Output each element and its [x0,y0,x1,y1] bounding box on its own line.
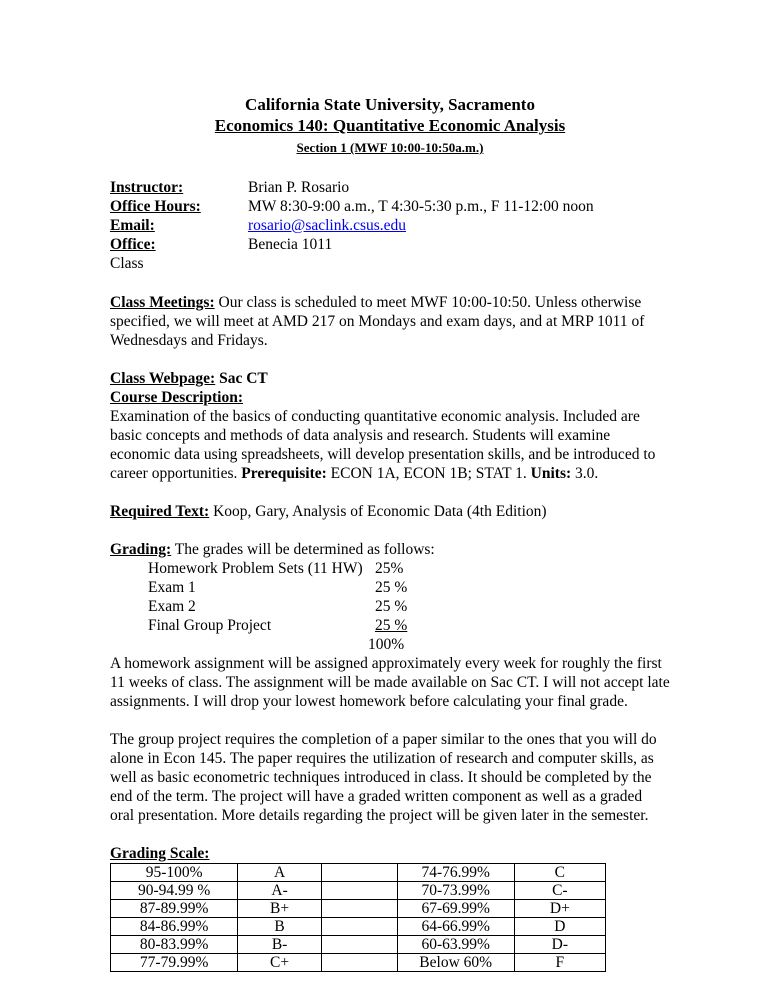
spacer-cell [321,936,397,954]
class-webpage-value: Sac CT [215,370,268,387]
required-text-section [110,502,670,521]
grade-cell: C- [514,882,605,900]
class-meetings-section [110,293,670,350]
grading-item-pct: 25% [375,560,404,577]
course-description-label: Course Description: [110,389,244,406]
section-title: Section 1 (MWF 10:00-10:50a.m.) [296,140,484,155]
grading-item-pct-text: 25 % [375,617,408,634]
range-cell: 67-69.99% [397,900,514,918]
range-cell: 60-63.99% [397,936,514,954]
grade-cell: F [514,954,605,972]
range-cell: 70-73.99% [397,882,514,900]
course-description-section [110,388,670,483]
grade-cell: D [514,918,605,936]
grading-intro: The grades will be determined as follows: [171,541,435,558]
spacer-cell [321,882,397,900]
table-row [111,936,606,954]
email-label: Email: [110,217,155,234]
grade-cell: A [238,864,322,882]
table-row [111,864,606,882]
table-row [111,900,606,918]
range-cell: 84-86.99% [111,918,238,936]
grading-scale-section [110,844,670,972]
spacer-cell [321,918,397,936]
instructor-label: Instructor: [110,179,184,196]
grading-item-name: Exam 2 [148,598,196,615]
course-description-text: Examination of the basics of conducting quantitative economic analysis. Included are basic concepts and methods of data analysis and research. Students will examine economic data using spreadsheets, will develop presentation skills, and be introduced to career opportunities. [110,408,656,482]
course-title: Economics 140: Quantitative Economic Analysis [214,116,566,135]
range-cell: Below 60% [397,954,514,972]
range-cell: 95-100% [111,864,238,882]
prerequisite-text: ECON 1A, ECON 1B; STAT 1. [326,465,531,482]
range-cell: 87-89.99% [111,900,238,918]
info-values [248,178,670,273]
university-title: California State University, Sacramento [245,95,535,114]
grading-item-pct: 25 % [375,598,408,615]
grade-cell: D- [514,936,605,954]
office-label: Office: [110,236,156,253]
grade-cell: C [514,864,605,882]
office-value: Benecia 1011 [248,236,333,253]
syllabus-page [110,94,670,972]
grade-cell: B [238,918,322,936]
spacer-cell [321,900,397,918]
range-cell: 64-66.99% [397,918,514,936]
class-webpage-label: Class Webpage: [110,370,216,387]
grading-item [110,559,670,578]
grade-cell: D+ [514,900,605,918]
grading-scale-table [110,863,606,972]
units-text: 3.0. [571,465,599,482]
prerequisite-label: Prerequisite: [241,465,327,482]
range-cell: 77-79.99% [111,954,238,972]
office-hours-label: Office Hours: [110,198,201,215]
class-webpage-section [110,369,670,388]
grading-section [110,540,670,711]
range-cell: 90-94.99 % [111,882,238,900]
office-hours-value: MW 8:30-9:00 a.m., T 4:30-5:30 p.m., F 11-12:00 noon [248,198,594,215]
grading-item [110,578,670,597]
table-row [111,954,606,972]
spacer-cell [321,954,397,972]
grading-total: 100% [368,636,405,653]
homework-note: A homework assignment will be assigned approximately every week for roughly the first 11 weeks of class. The assignment will be made available on Sac CT. I will not accept late assignments. I will drop your lowest homework before calculating your final grade. [110,655,670,710]
grade-cell: B- [238,936,322,954]
grading-item-pct [375,616,435,635]
group-project-note: The group project requires the completion of a paper similar to the ones that you will do alone in Econ 145. The paper requires the utilization of research and computer skills, as well as basic econometric techniques introduced in class. It should be completed by the end of the term. The project will have a graded written component as well as a graded oral presentation. More details regarding the project will be given later in the semester. [110,731,657,824]
table-row [111,918,606,936]
grading-item [110,597,670,616]
grade-cell: A- [238,882,322,900]
range-cell: 74-76.99% [397,864,514,882]
spacer-cell [321,864,397,882]
grading-label: Grading: [110,541,172,558]
grading-item-name: Final Group Project [148,617,272,634]
instructor-info [110,178,670,273]
grade-cell: C+ [238,954,322,972]
info-labels [110,178,248,273]
instructor-name: Brian P. Rosario [248,179,350,196]
grading-item [110,616,670,635]
required-text-value: Koop, Gary, Analysis of Economic Data (4th Edition) [209,503,547,520]
grading-scale-label: Grading Scale: [110,845,210,862]
class-label: Class [110,255,144,272]
grading-item-pct: 25 % [375,579,408,596]
grading-item-name: Exam 1 [148,579,196,596]
class-meetings-label: Class Meetings: [110,294,215,311]
units-label: Units: [530,465,572,482]
grading-item-name: Homework Problem Sets (11 HW) [148,560,363,577]
range-cell: 80-83.99% [111,936,238,954]
required-text-label: Required Text: [110,503,210,520]
email-link[interactable]: rosario@saclink.csus.edu [248,217,407,234]
table-row [111,882,606,900]
grade-cell: B+ [238,900,322,918]
class-meetings-text: Our class is scheduled to meet MWF 10:00-10:50. Unless otherwise specified, we will meet at AMD 217 on Mondays and exam days, and at MRP 1011 of Wednesdays and Fridays. [110,294,645,349]
